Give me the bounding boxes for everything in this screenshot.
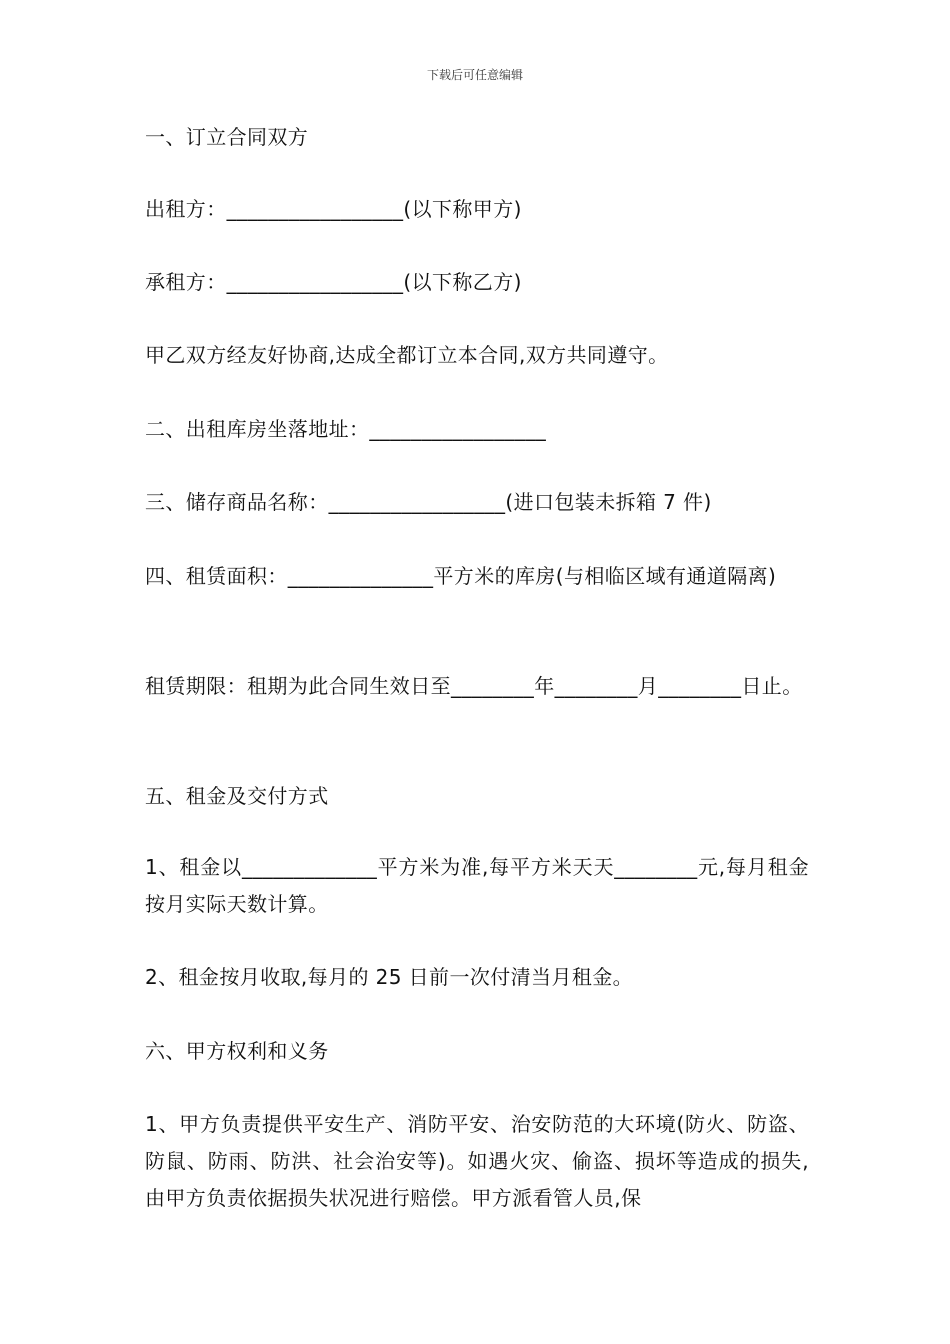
section-heading-goods: 三、储存商品名称：_________________(进口包装未拆箱 7 件): [145, 490, 712, 514]
rent-clause-1: 1、租金以_____________平方米为准,每平方米天天________元,每月租金按月实际天数计算。: [145, 855, 809, 916]
lessee-line: 承租方：_________________(以下称乙方): [145, 270, 522, 294]
lessor-line: 出租方：_________________(以下称甲方): [145, 197, 522, 221]
section-heading-area: 四、租赁面积：______________平方米的库房(与相临区域有通道隔离): [145, 564, 777, 588]
lessor-clause-1: 1、甲方负责提供平安生产、消防平安、治安防范的大环境(防火、防盗、防鼠、防雨、防洪、社会治安等)。如遇火灾、偷盗、损坏等造成的损失,由甲方负责依据损失状况进行赔偿。甲方派看管人员,保: [145, 1112, 809, 1210]
section-heading-address: 二、出租库房坐落地址：_________________: [145, 417, 547, 441]
page-header: 下载后可任意编辑: [426, 68, 523, 82]
section-heading-parties: 一、订立合同双方: [145, 125, 309, 149]
lease-term: 租赁期限：租期为此合同生效日至________年________月________日止。: [145, 674, 803, 698]
agreement-statement: 甲乙双方经友好协商,达成全都订立本合同,双方共同遵守。: [145, 343, 669, 367]
section-heading-rent: 五、租金及交付方式: [145, 784, 329, 808]
rent-clause-2: 2、租金按月收取,每月的 25 日前一次付清当月租金。: [145, 965, 634, 989]
section-heading-lessor-rights: 六、甲方权利和义务: [145, 1039, 329, 1063]
